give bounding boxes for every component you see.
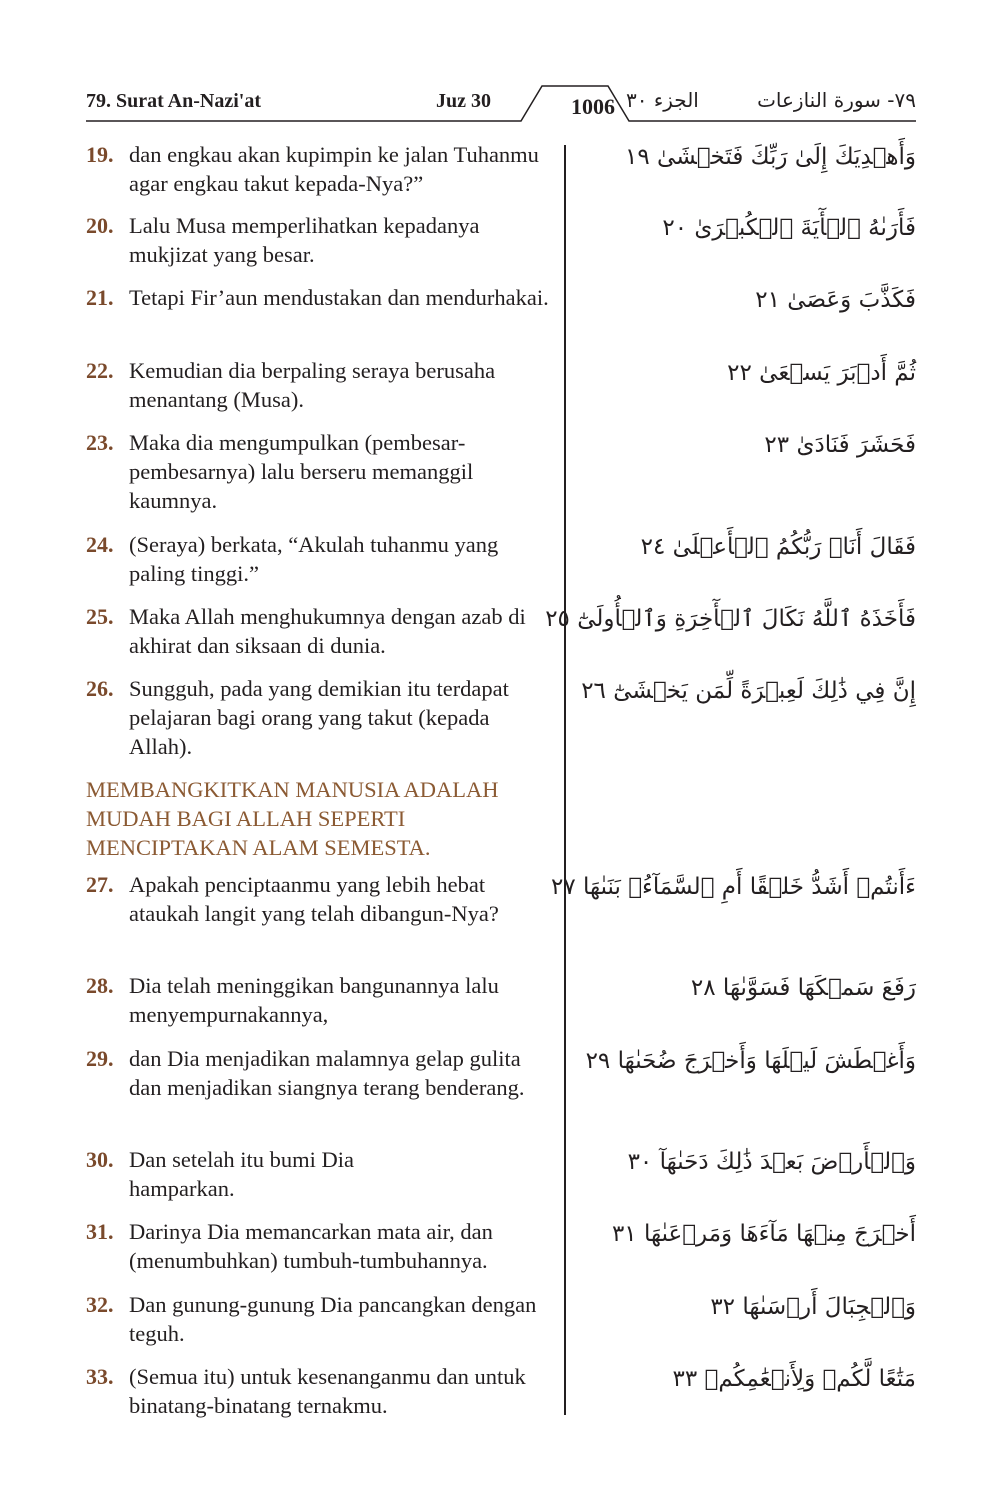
verse-translation: Sungguh, pada yang demikian itu terdapat pelajaran bagi orang yang takut (kepada Allah). bbox=[129, 676, 509, 759]
verse-26 bbox=[86, 674, 556, 761]
verse-25 bbox=[86, 602, 556, 660]
verse-31 bbox=[86, 1217, 556, 1275]
column-divider bbox=[564, 145, 566, 1415]
verse-32-arabic: وَٱلۡجِبَالَ أَرۡسَىٰهَا ٣٢ bbox=[710, 1294, 916, 1320]
verse-25-arabic: فَأَخَذَهُ ٱللَّهُ نَكَالَ ٱلۡأٓخِرَةِ وَٱلۡأُولَىٰٓ ٢٥ bbox=[545, 606, 916, 632]
verse-translation: Apakah penciptaanmu yang lebih hebat ataukah langit yang telah dibangun-Nya? bbox=[129, 872, 499, 926]
verse-33-arabic: مَتَٰعًا لَّكُمۡ وَلِأَنۡعَٰمِكُمۡ ٣٣ bbox=[672, 1366, 916, 1392]
verse-20 bbox=[86, 211, 556, 269]
verse-number: 30. bbox=[86, 1147, 114, 1172]
verse-27 bbox=[86, 870, 556, 928]
juz-label-latin: Juz 30 bbox=[436, 90, 491, 112]
verse-translation: Dan gunung-gunung Dia pancangkan dengan teguh. bbox=[129, 1292, 537, 1346]
verse-28-arabic: رَفَعَ سَمۡكَهَا فَسَوَّىٰهَا ٢٨ bbox=[690, 975, 916, 1001]
surah-title-arabic: ٧٩- سورة النازعات bbox=[757, 88, 916, 112]
verse-translation: Maka Allah menghukumnya dengan azab di akhirat dan siksaan di dunia. bbox=[129, 604, 526, 658]
verse-number: 29. bbox=[86, 1046, 114, 1071]
verse-translation: (Semua itu) untuk kesenanganmu dan untuk binatang-binatang ternakmu. bbox=[129, 1364, 526, 1418]
verse-number: 33. bbox=[86, 1364, 114, 1389]
verse-translation: Kemudian dia berpaling seraya berusaha menantang (Musa). bbox=[129, 358, 496, 412]
verse-20-arabic: فَأَرَىٰهُ ٱلۡأٓيَةَ ٱلۡكُبۡرَىٰ ٢٠ bbox=[662, 215, 916, 241]
verse-21-arabic: فَكَذَّبَ وَعَصَىٰ ٢١ bbox=[755, 287, 916, 313]
verse-27-arabic: ءَأَنتُمۡ أَشَدُّ خَلۡقًا أَمِ ٱلسَّمَآءُۚ بَنَىٰهَا ٢٧ bbox=[550, 874, 916, 900]
verse-number: 23. bbox=[86, 430, 114, 455]
verse-number: 25. bbox=[86, 604, 114, 629]
verse-28 bbox=[86, 971, 556, 1029]
verse-translation: Dan setelah itu bumi Dia hamparkan. bbox=[129, 1147, 354, 1201]
verse-translation: dan Dia menjadikan malamnya gelap gulita dan menjadikan siangnya terang benderang. bbox=[129, 1046, 525, 1100]
verse-number: 28. bbox=[86, 973, 114, 998]
verse-number: 20. bbox=[86, 213, 114, 238]
verse-30-arabic: وَٱلۡأَرۡضَ بَعۡدَ ذَٰلِكَ دَحَىٰهَآ ٣٠ bbox=[627, 1149, 916, 1175]
verse-21 bbox=[86, 283, 556, 312]
page-number: 1006 bbox=[571, 94, 615, 119]
verse-29 bbox=[86, 1044, 556, 1102]
verse-number: 31. bbox=[86, 1219, 114, 1244]
verse-33 bbox=[86, 1362, 556, 1420]
verse-translation: (Seraya) berkata, “Akulah tuhanmu yang paling tinggi.” bbox=[129, 532, 499, 586]
verse-22-arabic: ثُمَّ أَدۡبَرَ يَسۡعَىٰ ٢٢ bbox=[727, 360, 916, 386]
section-heading: MEMBANGKITKAN MANUSIA ADALAH MUDAH BAGI ALLAH SEPERTI MENCIPTAKAN ALAM SEMESTA. bbox=[86, 777, 499, 860]
verse-29-arabic: وَأَغۡطَشَ لَيۡلَهَا وَأَخۡرَجَ ضُحَىٰهَا ٢٩ bbox=[585, 1048, 916, 1074]
verse-translation: Dia telah meninggikan bangunannya lalu menyempurnakannya, bbox=[129, 973, 499, 1027]
verse-31-arabic: أَخۡرَجَ مِنۡهَا مَآءَهَا وَمَرۡعَىٰهَا ٣١ bbox=[611, 1221, 916, 1247]
verse-number: 26. bbox=[86, 676, 114, 701]
verse-translation: Lalu Musa memperlihatkan kepadanya mukjizat yang besar. bbox=[129, 213, 480, 267]
verse-translation: Maka dia mengumpulkan (pembesar-pembesarnya) lalu berseru memanggil kaumnya. bbox=[129, 430, 474, 513]
verse-23 bbox=[86, 428, 556, 515]
page-header bbox=[86, 80, 916, 124]
verse-translation: Tetapi Fir’aun mendustakan dan mendurhakai. bbox=[129, 285, 549, 310]
verse-translation: Darinya Dia memancarkan mata air, dan (menumbuhkan) tumbuh-tumbuhannya. bbox=[129, 1219, 493, 1273]
verse-number: 27. bbox=[86, 872, 114, 897]
juz-label-arabic: الجزء ٣٠ bbox=[626, 88, 699, 112]
verse-24 bbox=[86, 530, 556, 588]
verse-32 bbox=[86, 1290, 556, 1348]
verse-19-arabic: وَأَهۡدِيَكَ إِلَىٰ رَبِّكَ فَتَخۡشَىٰ ١٩ bbox=[625, 144, 916, 170]
verse-number: 22. bbox=[86, 358, 114, 383]
verse-23-arabic: فَحَشَرَ فَنَادَىٰ ٢٣ bbox=[764, 432, 916, 458]
verse-translation: dan engkau akan kupimpin ke jalan Tuhanmu agar engkau takut kepada-Nya?” bbox=[129, 142, 539, 196]
verse-number: 19. bbox=[86, 142, 114, 167]
verse-number: 32. bbox=[86, 1292, 114, 1317]
verse-19 bbox=[86, 140, 556, 198]
verse-number: 21. bbox=[86, 285, 114, 310]
verse-24-arabic: فَقَالَ أَنَا۠ رَبُّكُمُ ٱلۡأَعۡلَىٰ ٢٤ bbox=[640, 534, 916, 560]
surah-title-latin: 79. Surat An-Nazi'at bbox=[86, 90, 261, 112]
verse-26-arabic: إِنَّ فِي ذَٰلِكَ لَعِبۡرَةً لِّمَن يَخۡشَىٰٓ ٢٦ bbox=[581, 678, 916, 704]
verse-number: 24. bbox=[86, 532, 114, 557]
verse-22 bbox=[86, 356, 556, 414]
verse-30 bbox=[86, 1145, 556, 1203]
